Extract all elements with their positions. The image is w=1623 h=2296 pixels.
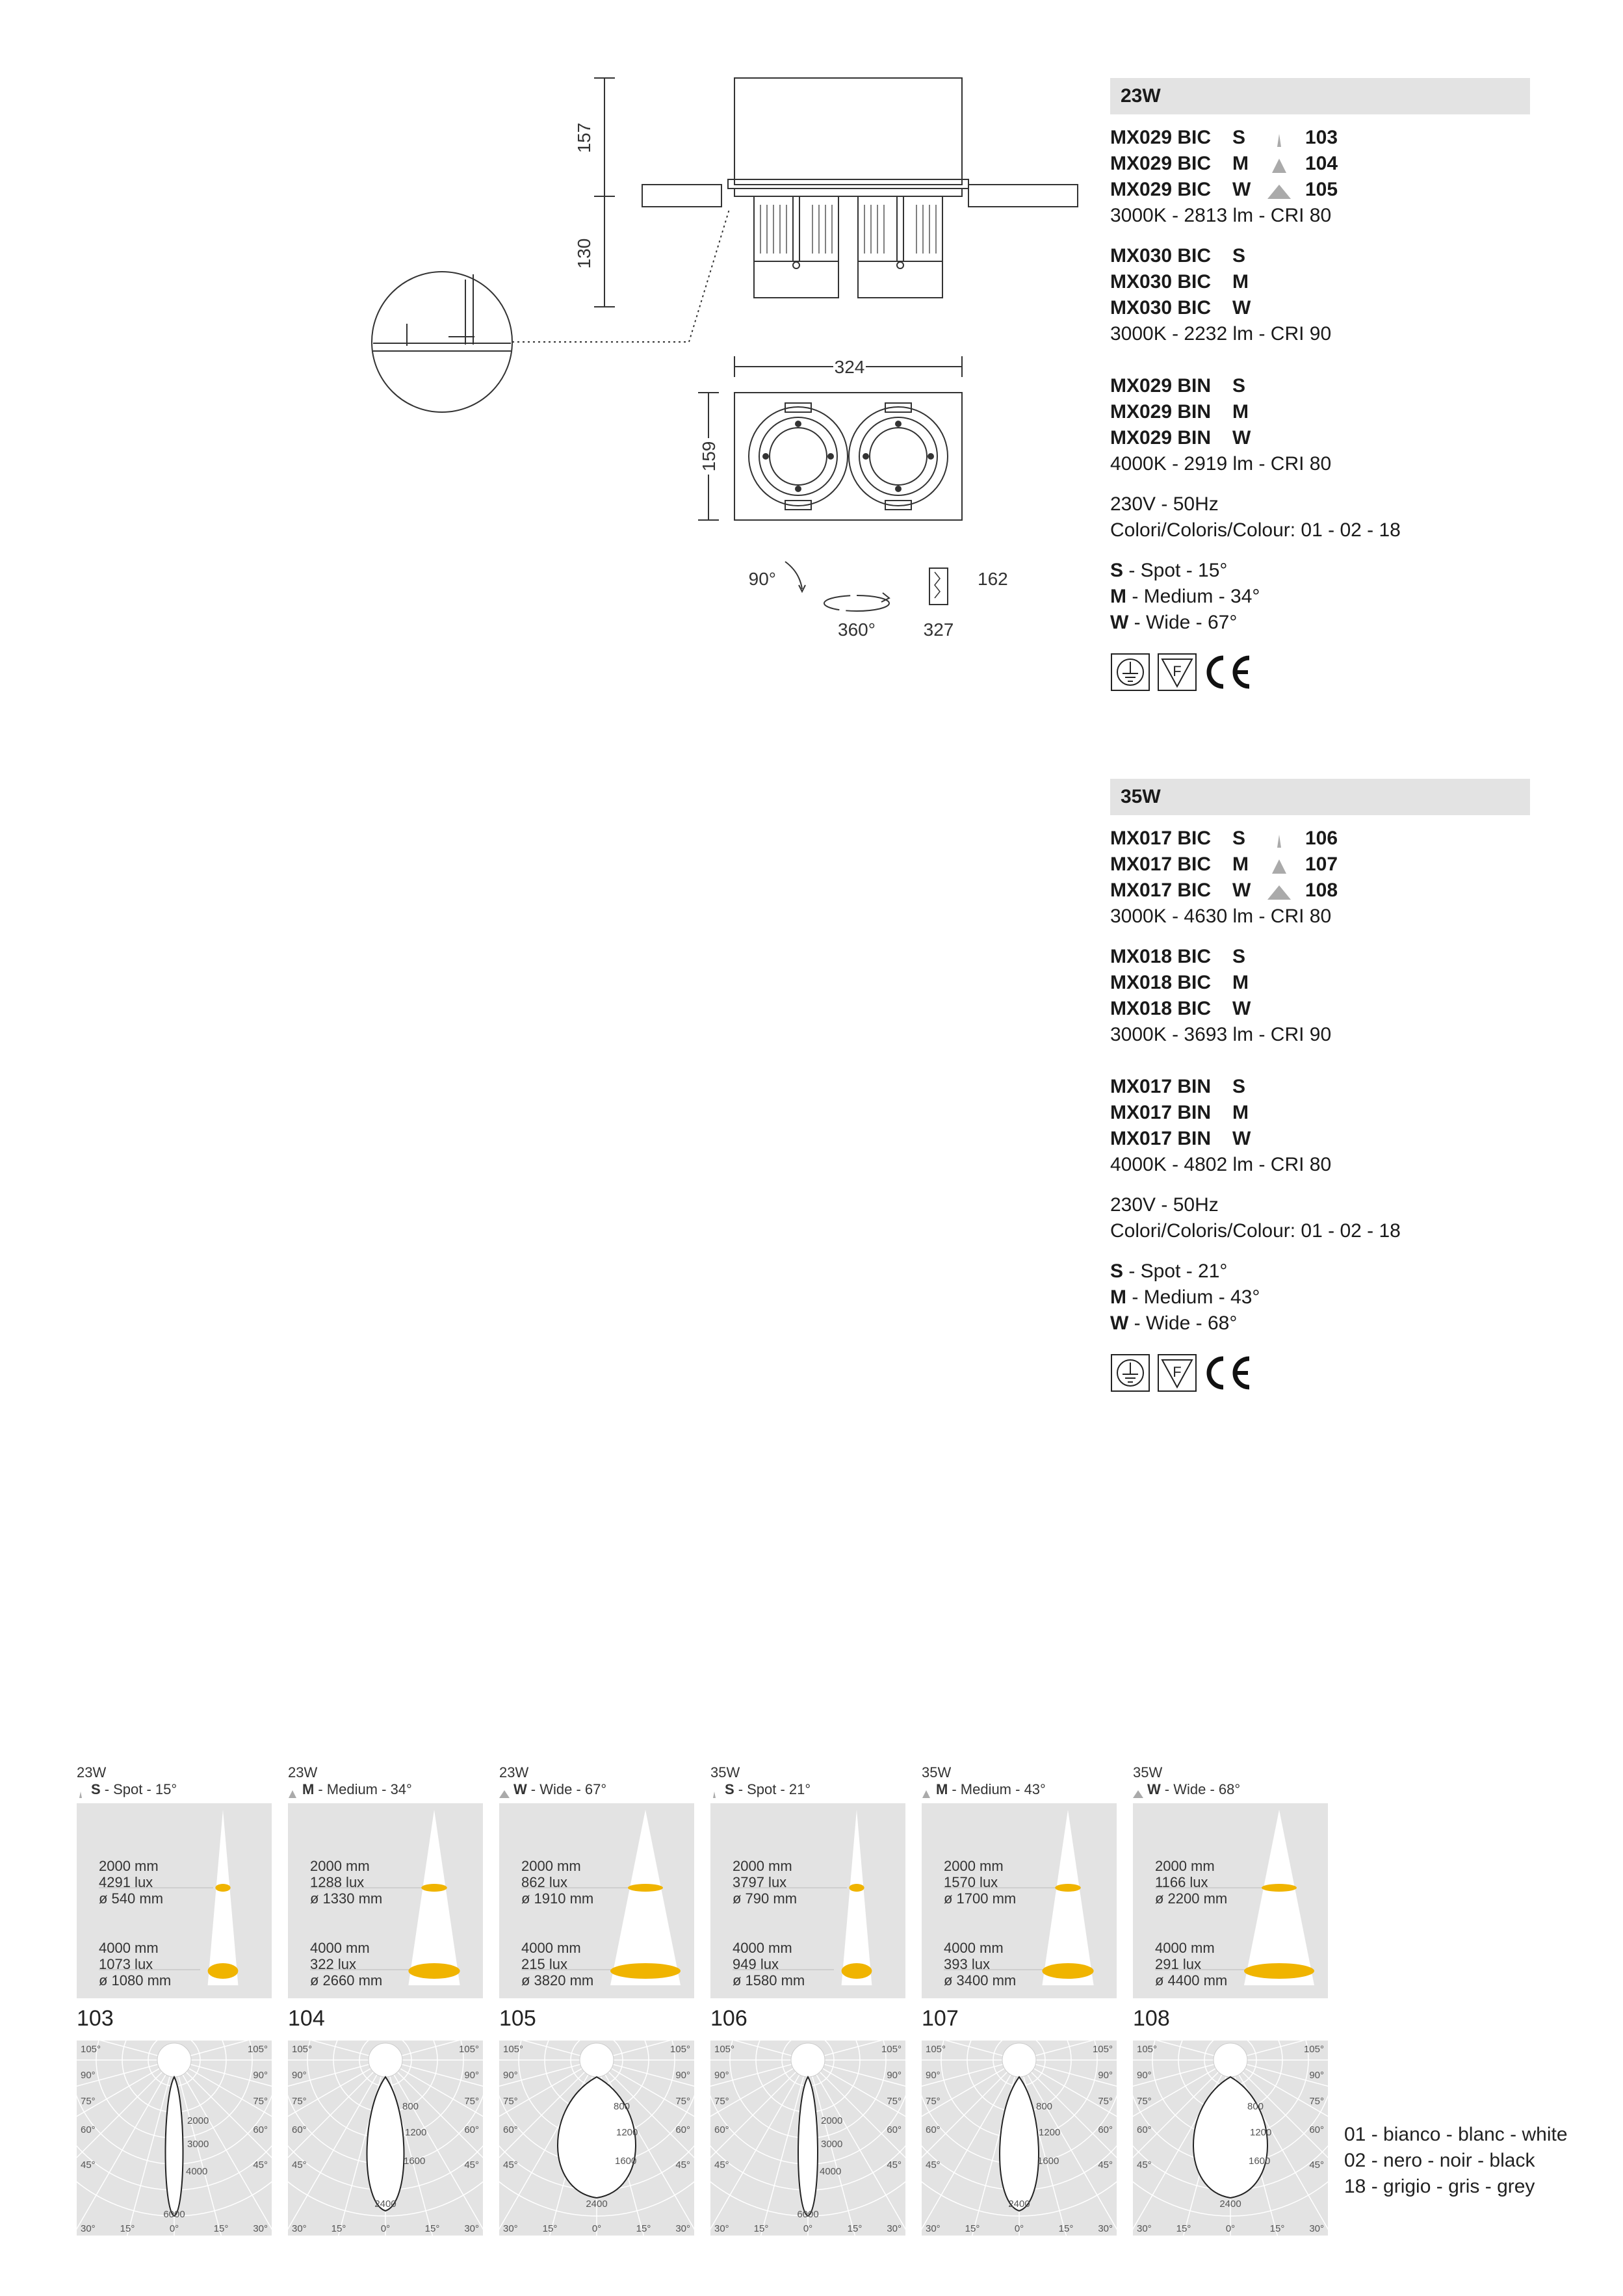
svg-text:75°: 75° [926, 2096, 941, 2107]
svg-text:90°: 90° [675, 2070, 690, 2081]
svg-text:90°: 90° [464, 2070, 479, 2081]
svg-text:2400: 2400 [586, 2198, 608, 2210]
svg-text:90°: 90° [1309, 2070, 1324, 2081]
svg-text:F: F [1173, 1364, 1182, 1380]
svg-text:75°: 75° [1098, 2096, 1113, 2107]
light-cone-diagram [710, 1803, 905, 1998]
distance-2: 4000 mm [1155, 1940, 1215, 1956]
code-row: MX017 BIC M 107 [1110, 854, 1338, 875]
distance-1: 2000 mm [521, 1858, 581, 1874]
diameter-1: ø 1700 mm [944, 1890, 1017, 1907]
svg-text:60°: 60° [503, 2124, 518, 2135]
svg-text:F: F [1173, 663, 1182, 679]
code-row: MX018 BIC S [1110, 946, 1246, 967]
svg-text:0°: 0° [1225, 2223, 1236, 2234]
dim-130: 130 [574, 238, 594, 269]
code-row: MX018 BIC M [1110, 972, 1249, 993]
code-row: MX029 BIN M [1110, 401, 1249, 423]
svg-text:30°: 30° [464, 2223, 479, 2234]
diameter-2: ø 1080 mm [99, 1972, 172, 1989]
beam-triangle-icon [288, 1781, 298, 1798]
code-row: MX030 BIC S [1110, 245, 1246, 267]
beam-medium: M - Medium - 43° [1110, 1286, 1260, 1308]
rotation-label: 360° [838, 620, 876, 640]
svg-text:2400: 2400 [1219, 2198, 1241, 2210]
svg-text:45°: 45° [675, 2159, 690, 2171]
code-row: MX029 BIN S [1110, 375, 1246, 397]
diameter-1: ø 1330 mm [310, 1890, 383, 1907]
f-mark-icon [1157, 653, 1199, 692]
photometric-ref: 105 [499, 2006, 536, 2031]
svg-text:800: 800 [1247, 2101, 1264, 2112]
panel-beam: S - Spot - 21° [710, 1781, 905, 1798]
svg-text:15°: 15° [1058, 2223, 1074, 2234]
svg-text:800: 800 [1036, 2101, 1053, 2112]
photometric-panel [710, 1764, 905, 2234]
svg-text:15°: 15° [636, 2223, 651, 2234]
beam-spot-far [1244, 1963, 1314, 1979]
distance-1: 2000 mm [99, 1858, 159, 1874]
light-cone-diagram [1133, 1803, 1328, 1998]
colour-legend [1344, 2122, 1568, 2200]
lux-1: 1570 lux [944, 1874, 998, 1890]
photometric-panel [499, 1764, 694, 2234]
distance-1: 2000 mm [1155, 1858, 1215, 1874]
spec-line: 3000K - 2232 lm - CRI 90 [1110, 323, 1332, 345]
svg-text:75°: 75° [253, 2096, 268, 2107]
svg-text:75°: 75° [714, 2096, 729, 2107]
svg-text:75°: 75° [1137, 2096, 1152, 2107]
light-cone [1244, 1810, 1314, 1985]
svg-text:75°: 75° [675, 2096, 690, 2107]
light-cone [208, 1810, 239, 1985]
svg-text:1200: 1200 [405, 2127, 427, 2138]
beam-wide: W - Wide - 67° [1110, 612, 1238, 633]
svg-text:30°: 30° [1309, 2223, 1324, 2234]
photometric-ref: 106 [710, 2006, 747, 2031]
svg-text:60°: 60° [1098, 2124, 1113, 2135]
lux-1: 4291 lux [99, 1874, 153, 1890]
diameter-2: ø 3820 mm [521, 1972, 594, 1989]
code-row: MX029 BIN W [1110, 427, 1251, 449]
photometric-panel [77, 1764, 272, 2234]
intensity-curve [1000, 2077, 1039, 2211]
beam-spot-near [421, 1884, 447, 1892]
svg-text:45°: 45° [81, 2159, 96, 2171]
code-row: MX017 BIC W 108 [1110, 880, 1338, 901]
intensity-curve [367, 2077, 404, 2211]
panel-wattage: 23W [77, 1764, 107, 1781]
code-row: MX029 BIC S 103 [1110, 127, 1338, 148]
diameter-1: ø 540 mm [99, 1890, 164, 1907]
svg-text:105°: 105° [1303, 2044, 1324, 2055]
beam-spot-near [628, 1884, 663, 1892]
beam-spot-near [1262, 1884, 1297, 1892]
distance-2: 4000 mm [99, 1940, 159, 1956]
svg-text:45°: 45° [253, 2159, 268, 2171]
distance-2: 4000 mm [733, 1940, 792, 1956]
beam-spot-far [1042, 1963, 1093, 1979]
svg-text:90°: 90° [1137, 2070, 1152, 2081]
distance-2: 4000 mm [944, 1940, 1004, 1956]
svg-text:45°: 45° [1309, 2159, 1324, 2171]
code-row: MX017 BIN M [1110, 1102, 1249, 1123]
code-row: MX017 BIC S 106 [1110, 828, 1338, 849]
lux-2: 1073 lux [99, 1956, 153, 1972]
legend-item: 01 - bianco - blanc - white [1344, 2124, 1568, 2145]
svg-text:15°: 15° [424, 2223, 440, 2234]
beam-spot: S - Spot - 15° [1110, 560, 1228, 581]
svg-text:15°: 15° [1269, 2223, 1285, 2234]
distance-1: 2000 mm [310, 1858, 370, 1874]
earth-ground-icon [1110, 653, 1152, 692]
lux-1: 3797 lux [733, 1874, 787, 1890]
lux-1: 1166 lux [1155, 1874, 1208, 1890]
svg-text:15°: 15° [213, 2223, 229, 2234]
svg-text:0°: 0° [380, 2223, 391, 2234]
svg-text:6000: 6000 [163, 2209, 185, 2220]
svg-text:105°: 105° [81, 2044, 101, 2055]
svg-text:15°: 15° [753, 2223, 769, 2234]
beam-spot-far [408, 1963, 460, 1979]
svg-text:15°: 15° [965, 2223, 980, 2234]
svg-text:60°: 60° [81, 2124, 96, 2135]
polar-diagram [710, 2041, 905, 2236]
code-row: MX018 BIC W [1110, 998, 1251, 1019]
svg-text:30°: 30° [292, 2223, 307, 2234]
photometric-ref: 108 [1133, 2006, 1170, 2031]
svg-text:60°: 60° [887, 2124, 902, 2135]
photometric-panel [922, 1764, 1117, 2234]
diameter-2: ø 3400 mm [944, 1972, 1017, 1989]
svg-text:30°: 30° [81, 2223, 96, 2234]
beam-triangle-icon [1133, 1781, 1143, 1798]
code-row: MX017 BIN S [1110, 1076, 1246, 1097]
light-cone-diagram [499, 1803, 694, 1998]
specs-35w [1110, 826, 1401, 1392]
diameter-1: ø 1910 mm [521, 1890, 594, 1907]
svg-text:1200: 1200 [616, 2127, 638, 2138]
light-cone [842, 1810, 872, 1985]
tilt-label: 90° [748, 569, 776, 589]
svg-text:15°: 15° [120, 2223, 135, 2234]
distance-2: 4000 mm [310, 1940, 370, 1956]
certification-icons [1110, 653, 1401, 692]
photometric-ref: 107 [922, 2006, 959, 2031]
panel-wattage: 35W [1133, 1764, 1163, 1781]
svg-text:15°: 15° [542, 2223, 558, 2234]
svg-text:90°: 90° [714, 2070, 729, 2081]
voltage: 230V - 50Hz [1110, 493, 1219, 515]
dim-324: 324 [834, 357, 865, 377]
svg-text:105°: 105° [458, 2044, 479, 2055]
polar-diagram [922, 2041, 1117, 2236]
code-row: MX029 BIC M 104 [1110, 153, 1338, 174]
svg-text:1600: 1600 [1037, 2156, 1059, 2167]
light-cone [1042, 1810, 1093, 1985]
earth-ground-icon [1110, 1353, 1152, 1392]
diameter-1: ø 2200 mm [1155, 1890, 1228, 1907]
polar-diagram [499, 2041, 694, 2236]
svg-text:60°: 60° [464, 2124, 479, 2135]
spec-line: 3000K - 3693 lm - CRI 90 [1110, 1024, 1332, 1045]
svg-text:30°: 30° [1137, 2223, 1152, 2234]
legend-item: 18 - grigio - gris - grey [1344, 2176, 1535, 2197]
spec-line: 3000K - 2813 lm - CRI 80 [1110, 205, 1332, 226]
beam-triangle-icon [499, 1781, 510, 1798]
beam-triangle-icon [77, 1781, 87, 1798]
svg-text:30°: 30° [887, 2223, 902, 2234]
ce-mark-icon [1204, 1353, 1253, 1392]
panel-beam: M - Medium - 43° [922, 1781, 1117, 1798]
beam-triangle-icon [922, 1781, 932, 1798]
panel-beam: M - Medium - 34° [288, 1781, 483, 1798]
svg-text:90°: 90° [1098, 2070, 1113, 2081]
svg-text:30°: 30° [503, 2223, 518, 2234]
svg-text:2400: 2400 [374, 2198, 396, 2210]
diameter-2: ø 2660 mm [310, 1972, 383, 1989]
diameter-1: ø 790 mm [733, 1890, 798, 1907]
svg-text:90°: 90° [292, 2070, 307, 2081]
panel-wattage: 23W [499, 1764, 529, 1781]
light-cone-diagram [288, 1803, 483, 1998]
beam-medium: M - Medium - 34° [1110, 586, 1260, 607]
svg-text:45°: 45° [714, 2159, 729, 2171]
svg-text:105°: 105° [926, 2044, 946, 2055]
svg-text:90°: 90° [253, 2070, 268, 2081]
diameter-2: ø 4400 mm [1155, 1972, 1228, 1989]
svg-text:105°: 105° [503, 2044, 524, 2055]
svg-text:60°: 60° [714, 2124, 729, 2135]
svg-text:105°: 105° [881, 2044, 902, 2055]
light-cone-diagram [77, 1803, 272, 1998]
lux-1: 862 lux [521, 1874, 567, 1890]
beam-spot-near [849, 1884, 864, 1892]
photometric-panel [288, 1764, 483, 2234]
cutout-a: 162 [978, 569, 1008, 589]
lux-2: 949 lux [733, 1956, 779, 1972]
svg-text:45°: 45° [292, 2159, 307, 2171]
svg-text:60°: 60° [1309, 2124, 1324, 2135]
polar-diagram [1133, 2041, 1328, 2236]
code-row: MX029 BIC W 105 [1110, 179, 1338, 200]
dim-157: 157 [574, 122, 594, 153]
spec-line: 4000K - 2919 lm - CRI 80 [1110, 453, 1332, 475]
intensity-curve [798, 2077, 818, 2216]
panel-beam: S - Spot - 15° [77, 1781, 272, 1798]
code-row: MX030 BIC W [1110, 297, 1251, 319]
beam-spot: S - Spot - 21° [1110, 1260, 1228, 1282]
polar-diagram [77, 2041, 272, 2236]
svg-text:0°: 0° [1014, 2223, 1024, 2234]
svg-text:4000: 4000 [186, 2166, 208, 2177]
photometric-panel [1133, 1764, 1328, 2234]
svg-text:2000: 2000 [187, 2115, 209, 2126]
svg-text:3000: 3000 [821, 2139, 843, 2150]
beam-spot-near [1055, 1884, 1081, 1892]
colours: Colori/Coloris/Colour: 01 - 02 - 18 [1110, 1220, 1401, 1242]
panel-wattage: 35W [710, 1764, 740, 1781]
svg-text:60°: 60° [675, 2124, 690, 2135]
svg-text:45°: 45° [1098, 2159, 1113, 2171]
svg-text:30°: 30° [253, 2223, 268, 2234]
polar-diagram [288, 2041, 483, 2236]
distance-2: 4000 mm [521, 1940, 581, 1956]
beam-spot-far [610, 1963, 681, 1979]
spec-line: 3000K - 4630 lm - CRI 80 [1110, 906, 1332, 927]
svg-text:90°: 90° [503, 2070, 518, 2081]
svg-text:2400: 2400 [1008, 2198, 1030, 2210]
panel-beam: W - Wide - 67° [499, 1781, 694, 1798]
lux-2: 322 lux [310, 1956, 356, 1972]
beam-spot-near [215, 1884, 230, 1892]
svg-text:75°: 75° [503, 2096, 518, 2107]
technical-drawing [351, 65, 1079, 650]
svg-text:90°: 90° [887, 2070, 902, 2081]
distance-1: 2000 mm [733, 1858, 792, 1874]
svg-text:800: 800 [402, 2101, 419, 2112]
cutout-b: 327 [923, 620, 954, 640]
beam-spot-far [208, 1963, 239, 1979]
svg-text:6000: 6000 [797, 2209, 819, 2220]
svg-text:105°: 105° [714, 2044, 735, 2055]
svg-text:60°: 60° [253, 2124, 268, 2135]
svg-text:75°: 75° [464, 2096, 479, 2107]
light-cone [408, 1810, 460, 1985]
svg-text:75°: 75° [887, 2096, 902, 2107]
code-row: MX017 BIN W [1110, 1128, 1251, 1149]
voltage: 230V - 50Hz [1110, 1194, 1219, 1216]
svg-text:3000: 3000 [187, 2139, 209, 2150]
svg-text:60°: 60° [1137, 2124, 1152, 2135]
photometric-ref: 103 [77, 2006, 114, 2031]
svg-text:105°: 105° [1137, 2044, 1158, 2055]
light-cone-diagram [922, 1803, 1117, 1998]
beam-triangle-icon [710, 1781, 721, 1798]
svg-text:800: 800 [614, 2101, 630, 2112]
svg-text:1600: 1600 [615, 2156, 637, 2167]
svg-text:60°: 60° [926, 2124, 941, 2135]
diameter-2: ø 1580 mm [733, 1972, 805, 1989]
lux-2: 215 lux [521, 1956, 567, 1972]
svg-text:105°: 105° [292, 2044, 313, 2055]
svg-text:60°: 60° [292, 2124, 307, 2135]
svg-text:15°: 15° [847, 2223, 863, 2234]
svg-text:0°: 0° [803, 2223, 813, 2234]
svg-text:45°: 45° [503, 2159, 518, 2171]
ce-mark-icon [1204, 653, 1253, 692]
svg-text:30°: 30° [1098, 2223, 1113, 2234]
svg-text:0°: 0° [169, 2223, 179, 2234]
svg-text:75°: 75° [81, 2096, 96, 2107]
code-row: MX030 BIC M [1110, 271, 1249, 293]
svg-text:45°: 45° [1137, 2159, 1152, 2171]
svg-text:75°: 75° [1309, 2096, 1324, 2107]
intensity-curve [166, 2077, 183, 2216]
svg-text:45°: 45° [887, 2159, 902, 2171]
section-header-23w: 23W [1110, 78, 1530, 114]
panel-beam: W - Wide - 68° [1133, 1781, 1328, 1798]
light-cone [610, 1810, 681, 1985]
legend-item: 02 - nero - noir - black [1344, 2150, 1535, 2171]
spec-line: 4000K - 4802 lm - CRI 80 [1110, 1154, 1332, 1175]
svg-text:90°: 90° [81, 2070, 96, 2081]
beam-wide: W - Wide - 68° [1110, 1312, 1238, 1334]
svg-text:45°: 45° [464, 2159, 479, 2171]
certification-icons [1110, 1353, 1401, 1392]
svg-text:15°: 15° [1176, 2223, 1191, 2234]
panel-wattage: 23W [288, 1764, 318, 1781]
beam-spot-far [842, 1963, 872, 1979]
svg-text:0°: 0° [591, 2223, 602, 2234]
svg-text:1200: 1200 [1039, 2127, 1061, 2138]
dim-159: 159 [699, 441, 719, 472]
svg-text:105°: 105° [1092, 2044, 1113, 2055]
panel-wattage: 35W [922, 1764, 952, 1781]
svg-text:1600: 1600 [404, 2156, 426, 2167]
f-mark-icon [1157, 1353, 1199, 1392]
lux-2: 393 lux [944, 1956, 990, 1972]
svg-text:30°: 30° [926, 2223, 941, 2234]
svg-text:30°: 30° [675, 2223, 690, 2234]
svg-text:105°: 105° [247, 2044, 268, 2055]
lux-1: 1288 lux [310, 1874, 365, 1890]
photometric-ref: 104 [288, 2006, 325, 2031]
svg-text:4000: 4000 [820, 2166, 842, 2177]
svg-text:1200: 1200 [1250, 2127, 1272, 2138]
svg-text:2000: 2000 [821, 2115, 843, 2126]
specs-23w [1110, 125, 1401, 692]
svg-text:45°: 45° [926, 2159, 941, 2171]
svg-text:90°: 90° [926, 2070, 941, 2081]
lux-2: 291 lux [1155, 1956, 1201, 1972]
svg-text:75°: 75° [292, 2096, 307, 2107]
svg-text:1600: 1600 [1249, 2156, 1271, 2167]
svg-text:105°: 105° [669, 2044, 690, 2055]
distance-1: 2000 mm [944, 1858, 1004, 1874]
svg-text:15°: 15° [331, 2223, 346, 2234]
section-header-35w: 35W [1110, 779, 1530, 815]
colours: Colori/Coloris/Colour: 01 - 02 - 18 [1110, 519, 1401, 541]
svg-text:30°: 30° [714, 2223, 729, 2234]
